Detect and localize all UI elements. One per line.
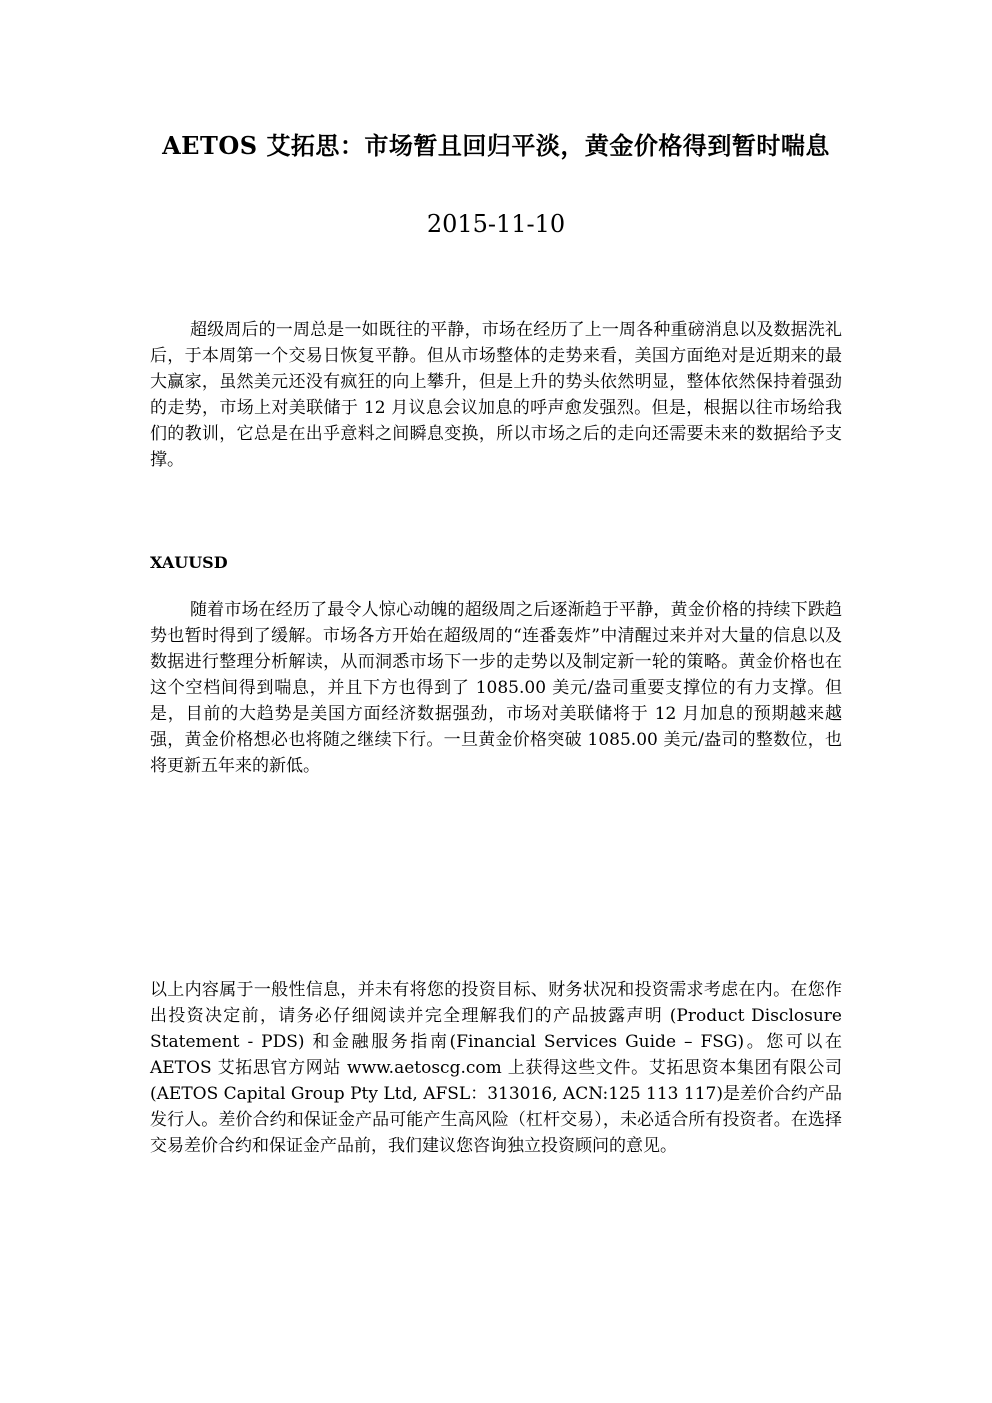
disclaimer-paragraph: 以上内容属于一般性信息，并未有将您的投资目标、财务状况和投资需求考虑在内。在您作出投资决定前，请务必仔细阅读并完全理解我们的产品披露声明 (Product Disclosure Statement - PDS) 和金融服务指南(Financial Services Guide – FSG)。您可以在 AETOS 艾拓思官方网站 www.aetoscg.com 上获得这些文件。艾拓思资本集团有限公司(AETOS Capital Group Pty Ltd, AFSL：313016, ACN:125 113 117)是差价合约产品发行人。差价合约和保证金产品可能产生高风险（杠杆交易），未必适合所有投资者。在选择交易差价合约和保证金产品前，我们建议您咨询独立投资顾问的意见。 [150,980,842,1156]
document-title: AETOS 艾拓思：市场暂且回归平淡，黄金价格得到暂时喘息 [162,131,830,160]
xauusd-paragraph: 随着市场在经历了最令人惊心动魄的超级周之后逐渐趋于平静，黄金价格的持续下跌趋势也暂时得到了缓解。市场各方开始在超级周的“连番轰炸”中清醒过来并对大量的信息以及数据进行整理分析解读，从而洞悉市场下一步的走势以及制定新一轮的策略。黄金价格也在这个空档间得到喘息，并且下方也得到了 1085.00 美元/盎司重要支撑位的有力支撑。但是，目前的大趋势是美国方面经济数据强劲，市场对美联储将于 12 月加息的预期越来越强，黄金价格想必也将随之继续下行。一旦黄金价格突破 1085.00 美元/盎司的整数位，也将更新五年来的新低。 [150,600,842,776]
document-date: 2015-11-10 [426,210,566,238]
section-heading-xauusd: XAUUSD [150,553,228,572]
intro-paragraph: 超级周后的一周总是一如既往的平静，市场在经历了上一周各种重磅消息以及数据洗礼后，于本周第一个交易日恢复平静。但从市场整体的走势来看，美国方面绝对是近期来的最大赢家，虽然美元还没有疯狂的向上攀升，但是上升的势头依然明显，整体依然保持着强劲的走势，市场上对美联储于 12 月议息会议加息的呼声愈发强烈。但是，根据以往市场给我们的教训，它总是在出乎意料之间瞬息变换，所以市场之后的走向还需要未来的数据给予支撑。 [150,320,842,470]
